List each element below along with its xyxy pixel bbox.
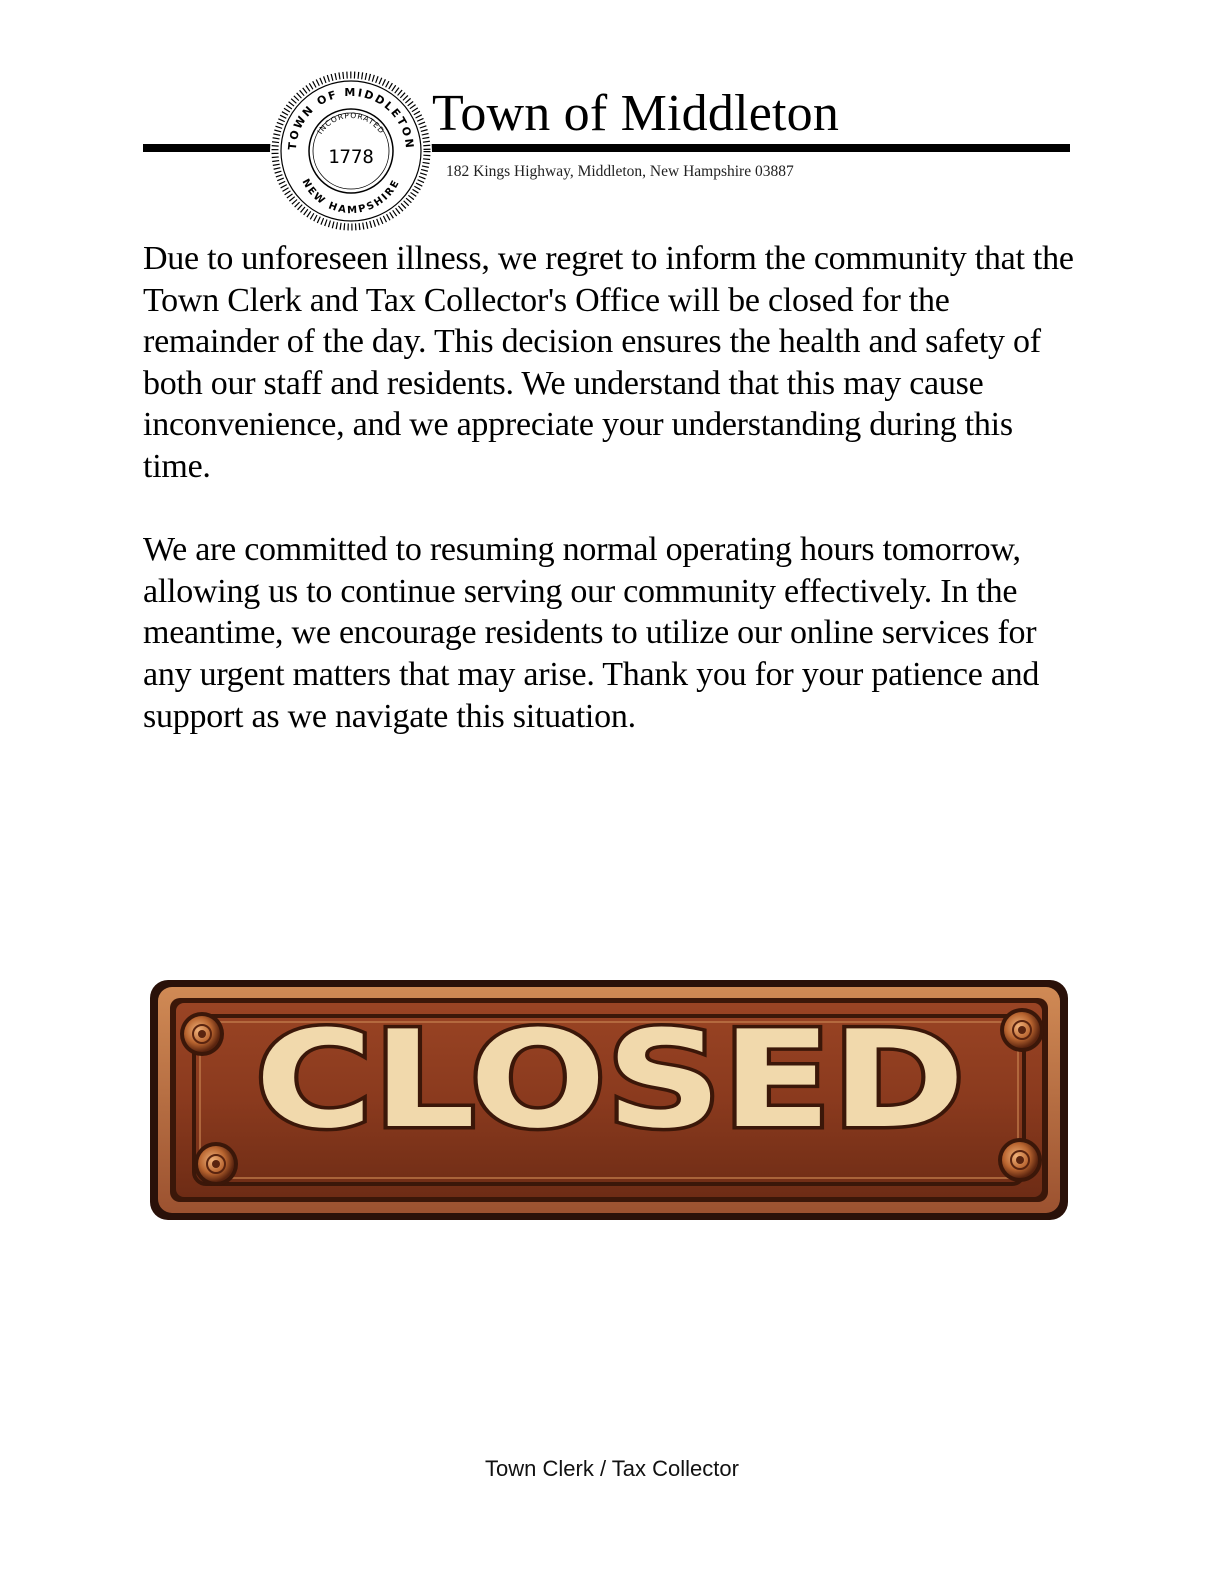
closed-sign bbox=[148, 976, 1070, 1224]
town-seal bbox=[270, 70, 432, 232]
town-seal-graphic bbox=[270, 70, 432, 232]
sign-knob-bottom-right bbox=[998, 1138, 1042, 1182]
notice-body bbox=[143, 238, 1083, 737]
sign-knob-top-left bbox=[180, 1012, 224, 1056]
seal-inner-text: INCORPORATED bbox=[315, 110, 387, 136]
town-address: 182 Kings Highway, Middleton, New Hampshire 03887 bbox=[446, 163, 794, 180]
footer-signature: Town Clerk / Tax Collector bbox=[485, 1456, 739, 1481]
closed-sign-label: CLOSED bbox=[255, 1002, 965, 1158]
seal-bottom-text: NEW HAMPSHIRE bbox=[299, 177, 403, 217]
notice-paragraph: Due to unforeseen illness, we regret to inform the community that the Town Clerk and Tax Collector's Office will be closed for the remainder of the day. This decision ensures the health and safety of both our staff and residents. We understand that this may cause inconvenience, and we appreciate your understanding during this time. bbox=[143, 240, 1074, 485]
sign-knob-bottom-left bbox=[194, 1142, 238, 1186]
svg-text:INCORPORATED bbox=[315, 111, 386, 136]
notice-paragraph: We are committed to resuming normal operating hours tomorrow, allowing us to continue serving our community effectively. In the meantime, we encourage residents to utilize our online services for any urgent matters that may arise. Thank you for your patience and support as we navigate this situation. bbox=[143, 531, 1040, 735]
seal-top-text: TOWN OF MIDDLETON bbox=[285, 85, 417, 151]
seal-year: 1778 bbox=[328, 146, 374, 168]
closed-sign-graphic bbox=[148, 976, 1070, 1224]
sign-knob-top-right bbox=[1000, 1008, 1044, 1052]
town-title: Town of Middleton bbox=[432, 84, 843, 144]
